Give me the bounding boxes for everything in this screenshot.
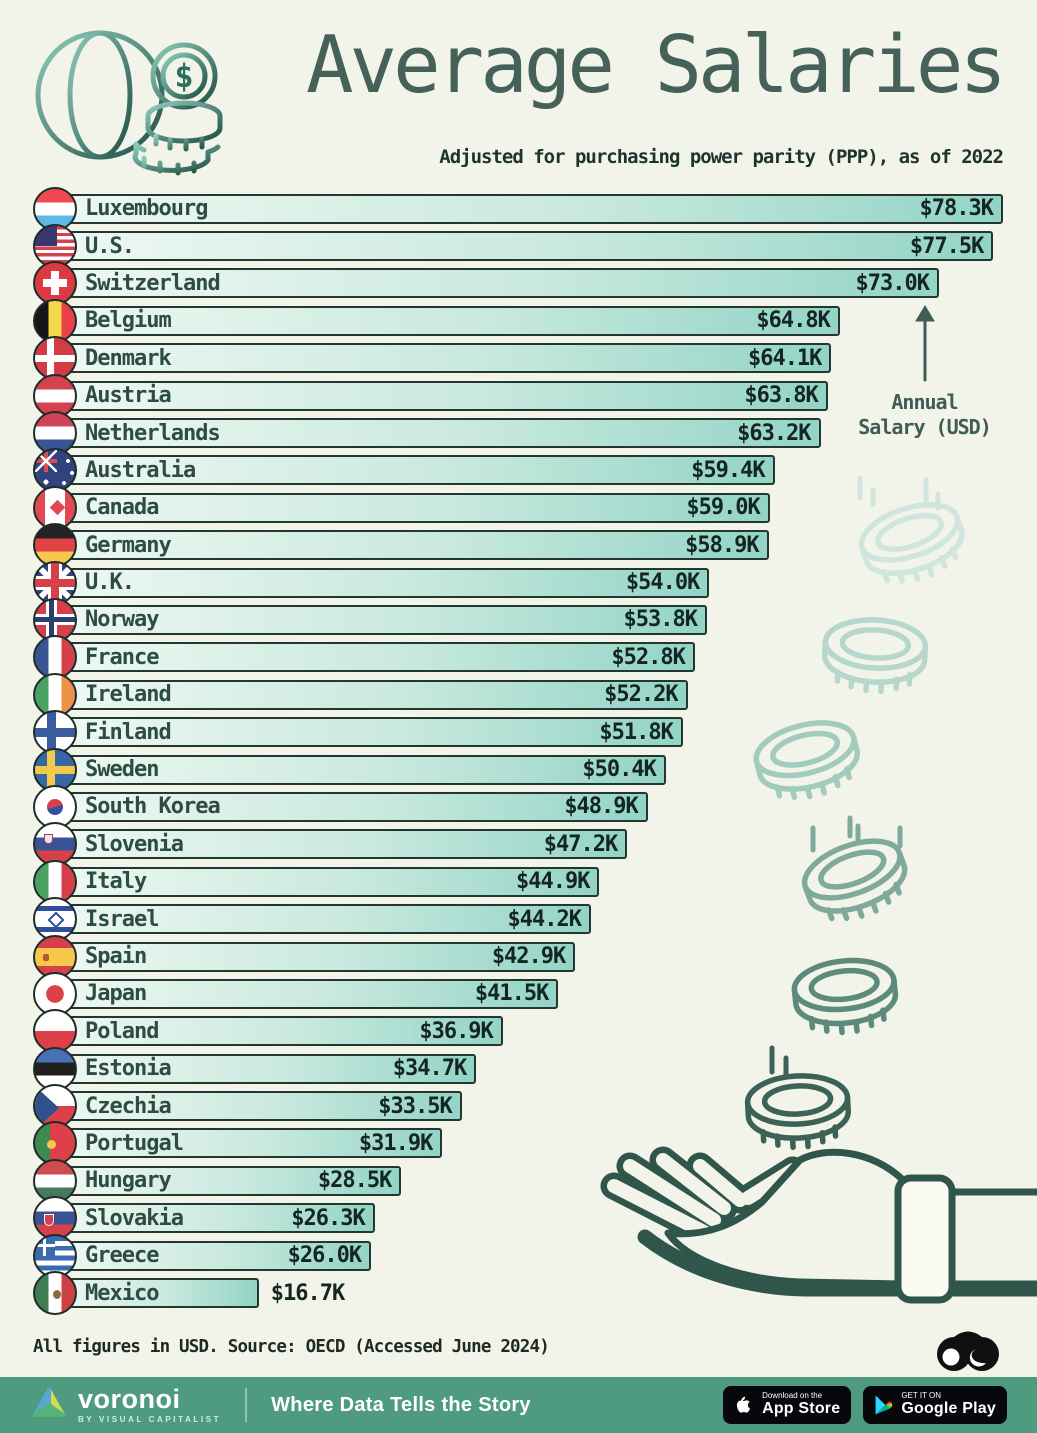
brand-subtitle: BY VISUAL CAPITALIST <box>78 1415 222 1424</box>
country-label: Slovakia <box>85 1205 183 1231</box>
country-label: Czechia <box>85 1093 171 1119</box>
country-label: U.K. <box>85 570 134 596</box>
bar <box>57 343 831 373</box>
bar <box>57 493 770 523</box>
chart-row <box>33 227 1013 264</box>
value-label: $33.5K <box>378 1093 452 1119</box>
chart-row <box>33 302 1013 339</box>
country-label: Italy <box>85 869 147 895</box>
value-label: $16.7K <box>270 1280 345 1306</box>
footer-bar <box>0 1377 1037 1433</box>
bar <box>57 231 993 261</box>
chart-rows <box>33 190 1013 1312</box>
value-label: $44.9K <box>515 869 590 895</box>
country-label: Mexico <box>85 1280 159 1306</box>
source-note: All figures in USD. Source: OECD (Accessed June 2024) <box>33 1337 550 1357</box>
chart-row <box>33 826 1013 863</box>
country-label: Norway <box>85 607 159 633</box>
bar <box>57 717 683 747</box>
value-label: $41.5K <box>474 981 549 1007</box>
bar <box>57 194 1003 224</box>
value-label: $28.5K <box>317 1168 392 1194</box>
country-label: Austria <box>85 383 171 409</box>
bar <box>57 1203 375 1233</box>
bar <box>57 381 828 411</box>
voronoi-brand[interactable] <box>30 1386 221 1424</box>
bar <box>57 605 707 635</box>
bar <box>57 1128 442 1158</box>
value-label: $26.3K <box>291 1205 365 1231</box>
badge-small-text: GET IT ON <box>901 1391 942 1401</box>
bar-chart <box>33 190 1013 1312</box>
country-label: Japan <box>85 981 147 1007</box>
bar <box>57 1054 476 1084</box>
chart-row <box>33 1087 1013 1124</box>
chart-row <box>33 751 1013 788</box>
page-subtitle: Adjusted for purchasing power parity (PPP), as of 2022 <box>439 146 1003 168</box>
badge-big-text: App Store <box>762 1399 841 1417</box>
chart-row <box>33 190 1013 227</box>
value-label: $52.8K <box>611 644 685 670</box>
bar <box>57 530 769 560</box>
bar <box>57 680 688 710</box>
google-play-badge[interactable] <box>863 1386 1007 1424</box>
value-label: $47.2K <box>543 831 618 857</box>
country-label: Estonia <box>85 1056 171 1082</box>
bar <box>57 642 695 672</box>
brand-name: voronoi <box>78 1384 181 1414</box>
country-label: U.S. <box>85 233 134 259</box>
value-label: $58.9K <box>685 532 759 558</box>
chart-row <box>33 1237 1013 1274</box>
chart-row <box>33 676 1013 713</box>
chart-row <box>33 1013 1013 1050</box>
chart-row <box>33 414 1013 451</box>
bar <box>57 867 599 897</box>
value-label: $53.8K <box>623 607 697 633</box>
value-label: $48.9K <box>564 794 638 820</box>
badge-big-text: Google Play <box>901 1399 996 1417</box>
value-label: $63.2K <box>737 420 811 446</box>
country-label: Belgium <box>85 308 171 334</box>
chart-row <box>33 1274 1013 1311</box>
bar <box>57 829 627 859</box>
country-label: South Korea <box>85 794 220 820</box>
footer-tagline: Where Data Tells the Story <box>271 1393 531 1416</box>
chart-row <box>33 1162 1013 1199</box>
value-label: $64.8K <box>756 308 830 334</box>
chart-row <box>33 900 1013 937</box>
chart-row <box>33 1125 1013 1162</box>
bar <box>57 979 558 1009</box>
chart-row <box>33 639 1013 676</box>
country-label: Netherlands <box>85 420 220 446</box>
country-label: Slovenia <box>85 831 183 857</box>
value-label: $42.9K <box>491 944 566 969</box>
country-label: France <box>85 644 159 670</box>
chart-row <box>33 975 1013 1012</box>
visual-capitalist-logo <box>932 1320 1004 1380</box>
chart-row <box>33 452 1013 489</box>
country-label: Australia <box>85 457 196 483</box>
value-label: $64.1K <box>747 345 822 371</box>
value-label: $78.3K <box>919 196 993 222</box>
value-label: $44.2K <box>507 906 581 932</box>
bar <box>57 1091 462 1121</box>
voronoi-logo-icon <box>30 1387 68 1423</box>
country-label: Luxembourg <box>85 196 208 222</box>
bar <box>57 455 775 485</box>
value-label: $63.8K <box>744 383 818 409</box>
chart-row <box>33 1200 1013 1237</box>
bar <box>57 942 575 972</box>
value-label: $77.5K <box>909 233 984 259</box>
country-label: Spain <box>85 944 147 969</box>
bar <box>57 1016 503 1046</box>
page-title: Average Salaries <box>306 19 1003 111</box>
bar <box>57 1166 401 1196</box>
chart-row <box>33 489 1013 526</box>
country-label: Canada <box>85 495 159 521</box>
bar <box>57 904 591 934</box>
country-label: Greece <box>85 1243 159 1269</box>
chart-row <box>33 788 1013 825</box>
country-label: Germany <box>85 532 171 558</box>
country-label: Switzerland <box>85 270 220 296</box>
svg-text:$: $ <box>174 57 194 95</box>
bar <box>57 1278 345 1308</box>
country-label: Ireland <box>85 682 171 708</box>
annotation-text: Annual Salary (USD) <box>858 390 991 439</box>
value-label: $54.0K <box>625 570 700 596</box>
value-label: $59.4K <box>691 457 765 483</box>
value-label: $59.0K <box>686 495 760 521</box>
bar <box>57 1241 371 1271</box>
chart-row <box>33 564 1013 601</box>
chart-row <box>33 713 1013 750</box>
bar <box>57 268 939 298</box>
value-label: $52.2K <box>604 682 678 708</box>
chart-row <box>33 377 1013 414</box>
value-label: $73.0K <box>855 270 929 296</box>
country-label: Finland <box>85 719 171 745</box>
bar <box>57 792 648 822</box>
apple-icon <box>734 1393 754 1417</box>
chart-row <box>33 601 1013 638</box>
bar <box>57 755 666 785</box>
country-label: Hungary <box>85 1168 171 1194</box>
country-label: Denmark <box>85 345 171 371</box>
chart-row <box>33 265 1013 302</box>
value-label: $34.7K <box>392 1056 467 1082</box>
country-label: Portugal <box>85 1130 183 1156</box>
country-flag-icon <box>33 1271 77 1315</box>
value-label: $36.9K <box>419 1018 493 1044</box>
value-label: $50.4K <box>582 757 656 783</box>
value-label: $51.8K <box>599 719 673 745</box>
bar <box>57 418 821 448</box>
chart-row <box>33 863 1013 900</box>
country-label: Israel <box>85 906 159 932</box>
chart-row <box>33 938 1013 975</box>
value-label: $31.9K <box>358 1130 433 1156</box>
bar <box>57 306 840 336</box>
country-label: Poland <box>85 1018 159 1044</box>
app-store-badge[interactable] <box>723 1386 851 1424</box>
chart-row <box>33 1050 1013 1087</box>
chart-row <box>33 527 1013 564</box>
globe-coins-icon <box>28 20 228 176</box>
chart-row <box>33 340 1013 377</box>
badge-small-text: Download on the <box>762 1391 823 1401</box>
google-play-icon <box>874 1394 893 1416</box>
footer-divider <box>245 1388 247 1422</box>
bar <box>57 568 709 598</box>
value-label: $26.0K <box>287 1243 362 1269</box>
country-label: Sweden <box>85 757 159 783</box>
